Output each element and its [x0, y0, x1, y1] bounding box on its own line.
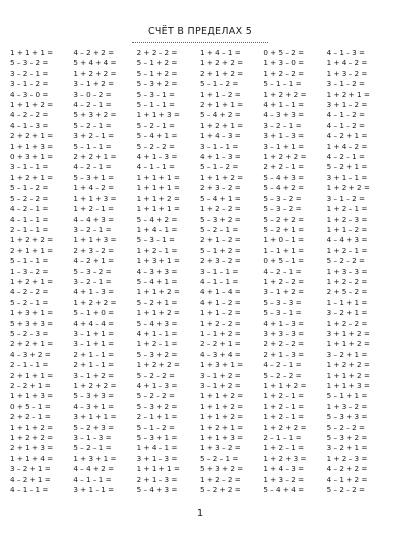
arithmetic-problem: 3 + 1 – 3 = [263, 131, 305, 141]
arithmetic-problem: 1 + 4 – 2 = [326, 141, 368, 151]
arithmetic-problem: 2 + 1 – 2 = [199, 235, 241, 245]
arithmetic-problem: 1 + 1 + 2 = [199, 401, 244, 411]
arithmetic-problem: 4 – 3 + 3 = [263, 110, 305, 120]
arithmetic-problem: 5 – 2 + 1 = [136, 297, 178, 307]
arithmetic-problem: 2 + 5 – 2 = [326, 287, 368, 297]
arithmetic-problem: 1 + 1 + 1 = [136, 172, 180, 182]
arithmetic-problem: 4 – 3 + 3 = [136, 266, 178, 276]
arithmetic-problem: 4 – 1 – 1 = [73, 474, 112, 484]
arithmetic-problem: 5 – 1 – 1 = [10, 256, 49, 266]
arithmetic-problem: 5 – 2 – 2 = [263, 370, 302, 380]
arithmetic-problem: 3 – 2 – 1 = [73, 276, 112, 286]
arithmetic-problem: 4 – 3 + 2 = [10, 349, 51, 359]
arithmetic-problem: 4 – 2 + 2 = [73, 48, 115, 57]
arithmetic-problem: 3 – 1 + 2 = [73, 370, 115, 380]
arithmetic-problem: 5 – 3 – 1 = [136, 235, 176, 245]
arithmetic-problem: 1 + 2 + 2 = [73, 68, 117, 78]
arithmetic-problem: 1 + 2 – 1 = [136, 339, 178, 349]
arithmetic-problem: 3 – 1 + 1 = [263, 141, 305, 151]
arithmetic-problem: 5 – 1 + 2 = [199, 245, 241, 255]
arithmetic-problem: 1 + 3 + 1 = [10, 308, 54, 318]
arithmetic-problem: 1 + 3 – 2 = [326, 68, 368, 78]
arithmetic-problem: 1 + 4 – 1 = [136, 224, 178, 234]
problem-column [137, 48, 200, 495]
arithmetic-problem: 5 – 2 – 1 = [199, 224, 239, 234]
arithmetic-problem: 4 + 1 – 4 = [199, 287, 241, 297]
arithmetic-problem: 5 – 4 + 2 = [263, 183, 305, 193]
arithmetic-problem: 1 + 2 – 2 = [263, 276, 305, 286]
problem-column [200, 48, 263, 495]
arithmetic-problem: 1 + 3 – 2 = [263, 474, 305, 484]
arithmetic-problem: 5 – 2 – 2 = [136, 391, 176, 401]
arithmetic-problem: 1 + 2 – 3 = [326, 453, 368, 463]
arithmetic-problem: 5 – 3 – 3 = [263, 297, 302, 307]
arithmetic-problem: 5 – 2 – 2 = [136, 370, 176, 380]
arithmetic-problem: 4 – 4 + 2 = [73, 464, 115, 474]
arithmetic-problem: 5 – 1 – 1 = [263, 79, 302, 89]
arithmetic-problem: 2 + 1 + 1 = [10, 245, 54, 255]
arithmetic-problem: 2 + 3 – 2 = [73, 245, 115, 255]
arithmetic-problem: 2 + 2 – 1 = [10, 412, 51, 422]
arithmetic-problem: 3 + 1 + 2 = [326, 328, 370, 338]
arithmetic-problem: 1 + 2 – 2 = [326, 318, 368, 328]
arithmetic-problem: 1 + 3 – 2 = [199, 443, 241, 453]
arithmetic-problem: 4 – 2 – 2 = [10, 110, 49, 120]
arithmetic-problem: 1 + 1 + 3 = [10, 141, 54, 151]
arithmetic-problem: 1 – 3 – 2 = [10, 266, 49, 276]
arithmetic-problem: 4 – 2 – 1 = [73, 100, 112, 110]
arithmetic-problem: 1 + 2 + 1 = [326, 89, 370, 99]
arithmetic-problem: 0 + 5 – 2 = [263, 48, 305, 57]
arithmetic-problem: 5 – 3 + 3 = [326, 412, 368, 422]
arithmetic-problem: 5 – 2 + 1 = [263, 224, 305, 234]
arithmetic-problem: 4 – 1 – 3 = [326, 48, 365, 57]
arithmetic-problem: 5 – 3 + 1 = [136, 433, 178, 443]
arithmetic-problem: 4 – 4 + 3 = [73, 214, 115, 224]
arithmetic-problem: 1 + 1 – 2 = [199, 308, 241, 318]
arithmetic-problem: 1 + 1 + 1 = [136, 183, 180, 193]
arithmetic-problem: 1 + 1 + 2 = [199, 172, 244, 182]
arithmetic-problem: 1 + 1 + 2 = [10, 422, 54, 432]
arithmetic-problem: 3 – 1 – 3 = [73, 433, 112, 443]
arithmetic-problem: 1 + 1 + 3 = [73, 193, 117, 203]
arithmetic-problem: 1 + 1 + 3 = [73, 235, 117, 245]
arithmetic-problem: 3 + 3 – 3 = [263, 328, 305, 338]
arithmetic-problem: 1 + 3 + 1 = [136, 256, 180, 266]
arithmetic-problem: 3 + 1 – 2 = [326, 100, 368, 110]
arithmetic-problem: 2 + 1 + 3 = [10, 443, 54, 453]
page-number: 1 [196, 508, 204, 519]
arithmetic-problem: 3 – 2 + 1 = [326, 308, 368, 318]
arithmetic-problem: 5 – 3 + 2 = [136, 349, 178, 359]
arithmetic-problem: 1 + 1 + 2 = [263, 381, 307, 390]
arithmetic-problem: 5 – 1 + 2 = [136, 68, 178, 78]
arithmetic-problem: 5 – 3 – 1 = [263, 308, 302, 318]
arithmetic-problem: 4 – 3 – 0 = [10, 89, 49, 99]
arithmetic-problem: 0 + 3 + 1 = [10, 152, 54, 162]
arithmetic-problem: 2 – 2 + 1 = [199, 339, 241, 349]
arithmetic-problem: 1 + 4 – 2 = [73, 183, 115, 193]
arithmetic-problem: 1 + 2 + 2 = [199, 58, 244, 68]
arithmetic-problem: 4 – 2 – 1 = [73, 162, 112, 172]
arithmetic-problem: 1 + 1 + 2 = [326, 370, 370, 380]
arithmetic-problem: 3 – 1 – 2 = [10, 79, 49, 89]
arithmetic-problem: 3 – 2 – 1 = [263, 120, 302, 130]
arithmetic-problem: 1 + 2 + 2 = [10, 235, 54, 245]
arithmetic-problem: 1 + 1 + 1 = [136, 464, 180, 474]
arithmetic-problem: 4 + 1 – 3 = [136, 152, 178, 162]
arithmetic-problem: 3 + 1 + 1 = [73, 412, 117, 422]
arithmetic-problem: 3 + 1 – 1 = [73, 485, 115, 495]
arithmetic-problem: 1 + 2 – 3 = [326, 214, 368, 224]
arithmetic-problem: 3 – 2 + 1 = [10, 464, 51, 474]
arithmetic-problem: 5 – 4 + 3 = [263, 172, 305, 182]
arithmetic-problem: 1 + 2 – 1 = [263, 443, 305, 453]
arithmetic-problem: 3 + 1 – 1 = [326, 172, 368, 182]
arithmetic-problem: 4 + 1 – 3 = [136, 381, 178, 390]
arithmetic-problem: 1 + 1 + 2 = [326, 339, 370, 349]
arithmetic-problem: 1 + 2 + 2 = [263, 422, 307, 432]
arithmetic-problem: 5 – 2 – 1 = [136, 120, 176, 130]
arithmetic-problem: 4 + 1 – 3 = [263, 318, 305, 328]
arithmetic-problem: 5 – 3 – 2 = [73, 266, 112, 276]
arithmetic-problem: 5 – 1 – 1 = [136, 100, 176, 110]
arithmetic-problem: 0 + 5 – 1 = [263, 256, 305, 266]
arithmetic-problem: 3 – 1 + 1 = [73, 328, 115, 338]
arithmetic-problem: 1 + 4 – 1 = [199, 48, 241, 57]
arithmetic-problem: 1 + 2 – 1 = [136, 245, 178, 255]
arithmetic-problem: 1 + 1 + 2 = [10, 100, 54, 110]
arithmetic-problem: 4 + 1 – 2 = [199, 297, 241, 307]
arithmetic-problem: 4 – 1 – 1 = [10, 485, 49, 495]
arithmetic-problem: 5 – 4 + 3 = [136, 318, 178, 328]
arithmetic-problem: 1 + 2 – 1 = [263, 391, 305, 401]
arithmetic-problem: 3 + 1 – 3 = [136, 453, 178, 463]
arithmetic-problem: 1 + 4 – 2 = [326, 58, 368, 68]
arithmetic-problem: 1 + 2 + 2 = [263, 89, 307, 99]
arithmetic-problem: 1 + 2 + 2 = [10, 433, 54, 443]
arithmetic-problem: 4 – 2 + 1 = [10, 474, 51, 484]
problem-grid [0, 48, 400, 495]
arithmetic-problem: 1 + 2 + 1 = [10, 172, 54, 182]
arithmetic-problem: 5 – 3 + 3 = [73, 391, 115, 401]
arithmetic-problem: 5 – 4 + 1 = [136, 276, 178, 286]
arithmetic-problem: 2 + 3 – 2 = [199, 183, 241, 193]
title-dotted-rule [132, 42, 268, 43]
arithmetic-problem: 1 – 1 + 1 = [326, 297, 368, 307]
arithmetic-problem: 5 – 2 – 3 = [10, 328, 49, 338]
arithmetic-problem: 5 + 3 + 3 = [10, 318, 54, 328]
arithmetic-problem: 5 – 4 + 1 = [199, 193, 241, 203]
arithmetic-problem: 4 – 2 + 1 = [73, 256, 115, 266]
arithmetic-problem: 1 + 3 – 2 = [326, 401, 368, 411]
arithmetic-problem: 2 + 2 – 2 = [136, 48, 178, 57]
arithmetic-problem: 4 + 1 – 1 = [263, 100, 305, 110]
arithmetic-problem: 5 – 2 + 1 = [326, 162, 368, 172]
arithmetic-problem: 5 – 2 – 1 = [10, 297, 49, 307]
arithmetic-problem: 1 + 1 + 3 = [10, 391, 54, 401]
arithmetic-problem: 1 + 2 + 3 = [263, 453, 307, 463]
arithmetic-problem: 1 + 3 – 3 = [326, 266, 368, 276]
arithmetic-problem: 2 + 3 – 2 = [199, 256, 241, 266]
arithmetic-problem: 3 – 1 – 1 = [199, 141, 239, 151]
arithmetic-problem: 2 – 1 – 1 = [263, 433, 302, 443]
arithmetic-problem: 3 – 1 + 2 = [263, 287, 305, 297]
arithmetic-problem: 4 – 2 + 1 = [326, 131, 368, 141]
problem-column [263, 48, 326, 495]
arithmetic-problem: 4 – 1 – 1 = [10, 214, 49, 224]
arithmetic-problem: 1 + 0 – 1 = [263, 235, 305, 245]
arithmetic-problem: 5 + 3 + 2 = [199, 464, 244, 474]
arithmetic-problem: 1 + 1 – 2 = [199, 89, 241, 99]
arithmetic-problem: 5 – 2 + 3 = [73, 422, 115, 432]
arithmetic-problem: 1 + 2 – 2 = [199, 204, 241, 214]
arithmetic-problem: 4 + 1 – 1 = [136, 328, 178, 338]
arithmetic-problem: 5 + 3 + 2 = [73, 110, 117, 120]
arithmetic-problem: 5 – 2 – 1 = [199, 453, 239, 463]
arithmetic-problem: 3 – 1 – 1 = [199, 266, 239, 276]
arithmetic-problem: 4 – 2 + 2 = [326, 464, 368, 474]
arithmetic-problem: 1 + 2 + 1 = [10, 276, 54, 286]
arithmetic-problem: 5 + 4 + 4 = [73, 58, 117, 68]
arithmetic-problem: 1 – 1 + 2 = [199, 328, 241, 338]
arithmetic-problem: 2 + 1 – 1 = [73, 360, 115, 370]
arithmetic-problem: 5 – 1 – 2 = [136, 422, 176, 432]
arithmetic-problem: 1 + 2 – 2 = [263, 68, 305, 78]
arithmetic-problem: 1 + 2 – 1 = [326, 245, 368, 255]
arithmetic-problem: 5 – 1 – 1 = [73, 141, 112, 151]
arithmetic-problem: 2 + 1 + 1 = [199, 100, 244, 110]
arithmetic-problem: 2 – 1 + 1 = [136, 412, 178, 422]
page-title: СЧЁТ В ПРЕДЕЛАХ 5 [147, 26, 253, 37]
arithmetic-problem: 5 – 1 – 2 = [199, 162, 239, 172]
arithmetic-problem: 5 – 3 – 2 = [263, 193, 302, 203]
arithmetic-problem: 4 – 1 – 2 = [326, 120, 365, 130]
arithmetic-problem: 1 + 1 + 2 = [199, 391, 244, 401]
arithmetic-problem: 5 – 3 + 2 = [136, 401, 178, 411]
arithmetic-problem: 5 – 2 – 1 = [73, 120, 112, 130]
arithmetic-problem: 5 – 3 – 2 = [10, 58, 49, 68]
arithmetic-problem: 1 + 1 + 1 = [10, 48, 54, 57]
arithmetic-problem: 2 + 1 – 1 = [73, 349, 115, 359]
arithmetic-problem: 1 + 4 – 3 = [199, 131, 241, 141]
arithmetic-problem: 5 – 3 – 1 = [136, 89, 176, 99]
arithmetic-problem: 1 + 2 + 2 = [136, 360, 180, 370]
arithmetic-problem: 4 – 2 – 1 = [10, 204, 49, 214]
arithmetic-problem: 4 – 3 + 1 = [73, 401, 115, 411]
arithmetic-problem: 5 – 1 + 0 = [73, 308, 115, 318]
arithmetic-problem: 4 + 1 – 3 = [73, 287, 115, 297]
arithmetic-problem: 3 – 0 – 2 = [73, 89, 112, 99]
arithmetic-problem: 2 + 1 + 1 = [10, 370, 54, 380]
arithmetic-problem: 1 + 2 – 2 = [199, 474, 241, 484]
arithmetic-problem: 5 – 2 + 2 = [199, 485, 241, 495]
arithmetic-problem: 3 – 2 – 1 = [10, 68, 49, 78]
arithmetic-problem: 4 – 1 – 3 = [10, 120, 49, 130]
arithmetic-problem: 5 – 3 + 2 = [326, 433, 368, 443]
arithmetic-problem: 5 – 1 + 2 = [136, 58, 178, 68]
arithmetic-problem: 3 – 1 + 2 = [73, 79, 115, 89]
arithmetic-problem: 1 + 4 – 1 = [136, 443, 178, 453]
arithmetic-problem: 5 – 1 + 1 = [326, 391, 368, 401]
arithmetic-problem: 3 – 1 + 1 = [73, 339, 115, 349]
arithmetic-problem: 3 – 2 + 1 = [326, 443, 368, 453]
arithmetic-problem: 2 + 1 – 3 = [136, 474, 178, 484]
arithmetic-problem: 1 + 2 + 1 = [199, 120, 244, 130]
arithmetic-problem: 1 + 2 – 1 = [263, 412, 305, 422]
arithmetic-problem: 5 – 1 – 2 = [10, 183, 49, 193]
arithmetic-problem: 1 + 2 + 1 = [199, 422, 244, 432]
arithmetic-problem: 5 – 3 + 2 = [136, 79, 178, 89]
arithmetic-problem: 5 – 2 – 2 = [326, 485, 365, 495]
arithmetic-problem: 1 + 2 – 1 = [326, 204, 368, 214]
arithmetic-problem: 3 – 2 – 1 = [73, 224, 112, 234]
arithmetic-problem: 5 – 4 + 2 = [199, 110, 241, 120]
problem-column [10, 48, 73, 495]
arithmetic-problem: 5 – 2 + 2 = [263, 214, 305, 224]
arithmetic-problem: 4 – 2 – 1 = [263, 360, 302, 370]
arithmetic-problem: 2 – 2 + 1 = [10, 381, 51, 390]
arithmetic-problem: 1 + 1 – 2 = [326, 224, 368, 234]
arithmetic-problem: 4 – 2 – 2 = [10, 287, 49, 297]
arithmetic-problem: 1 + 2 – 2 = [326, 276, 368, 286]
arithmetic-problem: 3 – 2 + 1 = [326, 349, 368, 359]
arithmetic-problem: 4 – 1 + 2 = [326, 474, 368, 484]
arithmetic-problem: 2 + 2 – 2 = [263, 339, 305, 349]
arithmetic-problem: 1 + 2 + 2 = [73, 381, 117, 390]
arithmetic-problem: 1 + 1 + 3 = [326, 381, 370, 390]
arithmetic-problem: 1 + 2 + 2 = [326, 183, 370, 193]
arithmetic-problem: 3 – 1 – 1 = [10, 162, 49, 172]
arithmetic-problem: 1 + 2 – 2 = [199, 318, 241, 328]
arithmetic-problem: 5 – 3 + 2 = [199, 214, 241, 224]
arithmetic-problem: 0 + 5 – 1 = [10, 401, 51, 411]
arithmetic-problem: 1 + 1 + 3 = [136, 110, 180, 120]
arithmetic-problem: 1 + 2 – 1 = [73, 204, 115, 214]
arithmetic-problem: 3 – 1 – 2 = [326, 193, 365, 203]
arithmetic-problem: 4 – 2 – 1 = [263, 266, 302, 276]
arithmetic-problem: 3 + 2 – 1 = [73, 131, 115, 141]
arithmetic-problem: 5 – 1 – 2 = [199, 79, 239, 89]
arithmetic-problem: 1 + 1 + 2 = [199, 412, 244, 422]
arithmetic-problem: 1 + 1 + 2 = [136, 193, 180, 203]
arithmetic-problem: 1 + 2 + 2 = [263, 152, 307, 162]
arithmetic-problem: 2 + 2 + 1 = [10, 339, 54, 349]
arithmetic-problem: 2 – 1 – 1 = [10, 224, 49, 234]
arithmetic-problem: 5 – 3 + 1 = [73, 172, 115, 182]
arithmetic-problem: 4 – 4 + 3 = [326, 235, 368, 245]
arithmetic-problem: 3 – 1 + 2 = [199, 381, 241, 390]
arithmetic-problem: 1 + 3 + 1 = [199, 360, 244, 370]
arithmetic-problem: 1 – 1 + 1 = [263, 245, 305, 255]
arithmetic-problem: 1 + 2 – 1 = [263, 401, 305, 411]
arithmetic-problem: 5 – 2 – 2 = [326, 256, 365, 266]
arithmetic-problem: 4 – 1 – 1 = [199, 276, 239, 286]
arithmetic-problem: 5 – 2 – 2 = [136, 141, 176, 151]
problem-column [73, 48, 136, 495]
arithmetic-problem: 1 + 2 + 2 = [326, 360, 370, 370]
problem-column [327, 48, 390, 495]
arithmetic-problem: 4 + 1 – 3 = [199, 152, 241, 162]
arithmetic-problem: 5 – 4 + 2 = [136, 214, 178, 224]
arithmetic-problem: 5 – 4 + 4 = [263, 485, 305, 495]
arithmetic-problem: 5 – 4 + 3 = [136, 485, 178, 495]
arithmetic-problem: 5 – 2 – 2 = [326, 422, 365, 432]
arithmetic-problem: 4 – 1 – 1 = [136, 162, 176, 172]
arithmetic-problem: 2 + 1 + 2 = [199, 68, 244, 78]
arithmetic-problem: 1 + 1 + 4 = [10, 453, 54, 463]
arithmetic-problem: 4 + 4 – 4 = [73, 318, 115, 328]
arithmetic-problem: 2 + 2 + 1 = [10, 131, 54, 141]
arithmetic-problem: 3 – 1 + 2 = [199, 370, 241, 380]
arithmetic-problem: 5 – 2 – 2 = [10, 193, 49, 203]
arithmetic-problem: 1 + 3 + 1 = [73, 453, 117, 463]
arithmetic-problem: 1 + 1 + 1 = [136, 204, 180, 214]
arithmetic-problem: 2 + 1 – 3 = [263, 349, 305, 359]
arithmetic-problem: 1 + 4 – 3 = [263, 464, 305, 474]
arithmetic-problem: 5 – 2 – 1 = [73, 443, 112, 453]
arithmetic-problem: 4 – 2 – 1 = [326, 152, 365, 162]
arithmetic-problem: 1 + 1 + 2 = [136, 287, 180, 297]
arithmetic-problem: 3 – 1 – 2 = [326, 79, 365, 89]
arithmetic-problem: 1 + 2 + 2 = [73, 297, 117, 307]
arithmetic-problem: 1 + 1 + 2 = [136, 308, 180, 318]
arithmetic-problem: 4 – 3 + 4 = [199, 349, 241, 359]
arithmetic-problem: 4 – 1 – 2 = [326, 110, 365, 120]
arithmetic-problem: 2 + 2 – 1 = [263, 162, 305, 172]
arithmetic-problem: 5 – 4 + 1 = [136, 131, 178, 141]
arithmetic-problem: 2 – 1 – 1 = [10, 360, 49, 370]
arithmetic-problem: 5 – 3 – 2 = [263, 204, 302, 214]
arithmetic-problem: 2 + 2 + 1 = [73, 152, 117, 162]
arithmetic-problem: 1 + 1 + 3 = [199, 433, 244, 443]
arithmetic-problem: 1 + 3 – 0 = [263, 58, 305, 68]
